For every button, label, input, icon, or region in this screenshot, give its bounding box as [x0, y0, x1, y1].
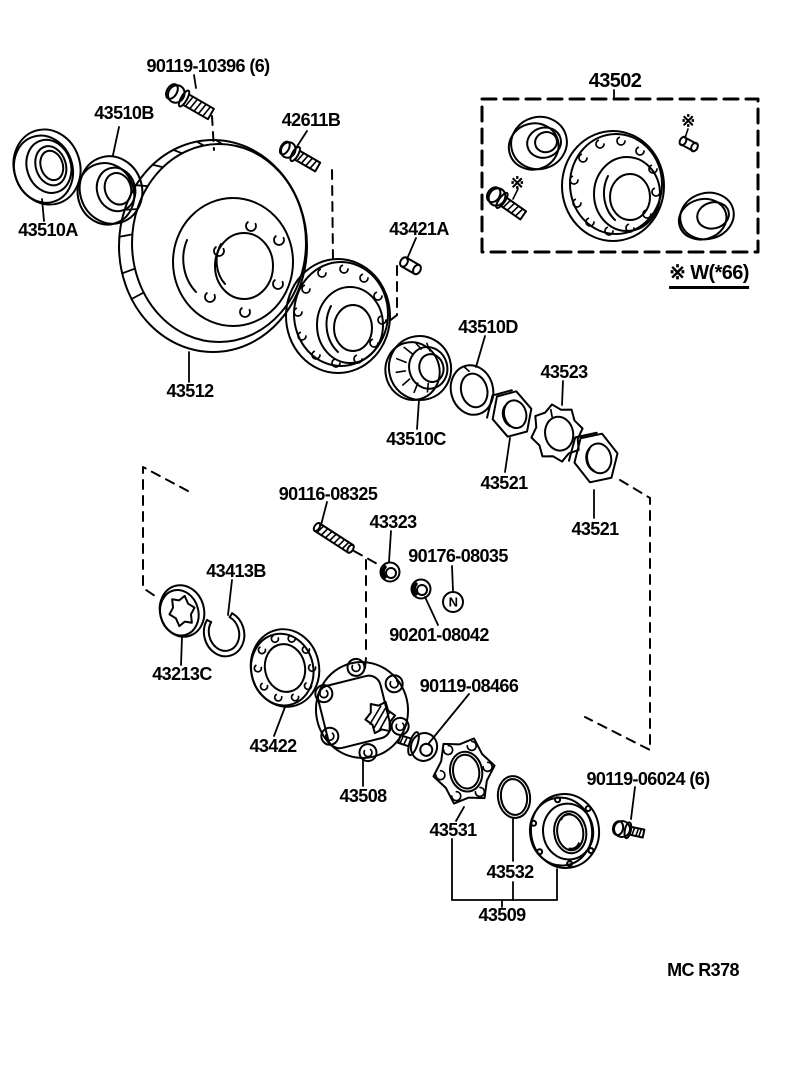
note-w66: ※ W(*66) — [669, 263, 749, 289]
part-label-90119-10396: 90119-10396 (6) — [146, 56, 270, 76]
part-label-43422: 43422 — [249, 736, 297, 756]
part-label-43502: 43502 — [588, 70, 642, 92]
cone-washer-43213C — [154, 580, 210, 642]
part-label-90119-06024: 90119-06024 (6) — [586, 769, 710, 789]
bolt-90119-06024 — [612, 819, 646, 841]
nut-43521-inner — [482, 387, 537, 441]
part-label-43523: 43523 — [540, 362, 588, 382]
asterisk-marker: ※ — [681, 111, 695, 131]
cone-washer-43323 — [381, 563, 400, 582]
part-label-90176-08035: 90176-08035 — [408, 546, 508, 566]
pin-43421A — [398, 256, 422, 276]
part-label-90119-08466: 90119-08466 — [419, 676, 519, 696]
part-label-43509: 43509 — [478, 905, 526, 925]
n-marker: N — [448, 594, 458, 610]
flange-43531 — [428, 736, 500, 806]
washer-43510D — [445, 360, 499, 419]
o-ring-43532 — [495, 774, 533, 820]
part-label-43323: 43323 — [369, 512, 417, 532]
part-label-43510D: 43510D — [458, 317, 518, 337]
part-label-43421A: 43421A — [389, 219, 449, 239]
footer-code: MC R378 — [667, 960, 739, 980]
part-label-43532: 43532 — [486, 862, 534, 882]
lock-washer-43523 — [526, 400, 587, 466]
part-label-43521-inner: 43521 — [480, 473, 528, 493]
hub-flange-center — [286, 259, 390, 373]
cone-washer-90201-08042 — [412, 580, 431, 599]
oil-seal-43510A — [4, 121, 90, 214]
part-label-90116-08325: 90116-08325 — [278, 484, 378, 504]
part-label-43413B: 43413B — [206, 561, 266, 581]
part-label-43531: 43531 — [429, 820, 477, 840]
asterisk-marker: ※ — [510, 173, 524, 193]
bolt-90119-08466 — [395, 726, 441, 765]
hub-body-43508 — [309, 653, 414, 768]
part-label-43213C: 43213C — [152, 664, 212, 684]
part-label-43510C: 43510C — [386, 429, 446, 449]
part-label-43512: 43512 — [166, 381, 214, 401]
part-label-43510A: 43510A — [18, 220, 78, 240]
part-label-90201-08042: 90201-08042 — [389, 625, 489, 645]
bearing-43510B — [68, 148, 151, 233]
brake-disc-43512 — [119, 140, 307, 352]
part-label-42611B: 42611B — [281, 110, 341, 130]
part-label-43508: 43508 — [339, 786, 387, 806]
bearing-43510C — [378, 329, 458, 408]
hub-cap-43509 — [525, 790, 604, 873]
gasket-43422 — [244, 623, 327, 713]
bolt-42611B — [277, 139, 321, 174]
stud-90116-08325 — [312, 522, 355, 554]
part-label-43521-outer: 43521 — [571, 519, 619, 539]
snap-ring-43413B — [200, 611, 249, 660]
bolt-90119-10396 — [163, 81, 215, 122]
part-label-43510B: 43510B — [94, 103, 154, 123]
